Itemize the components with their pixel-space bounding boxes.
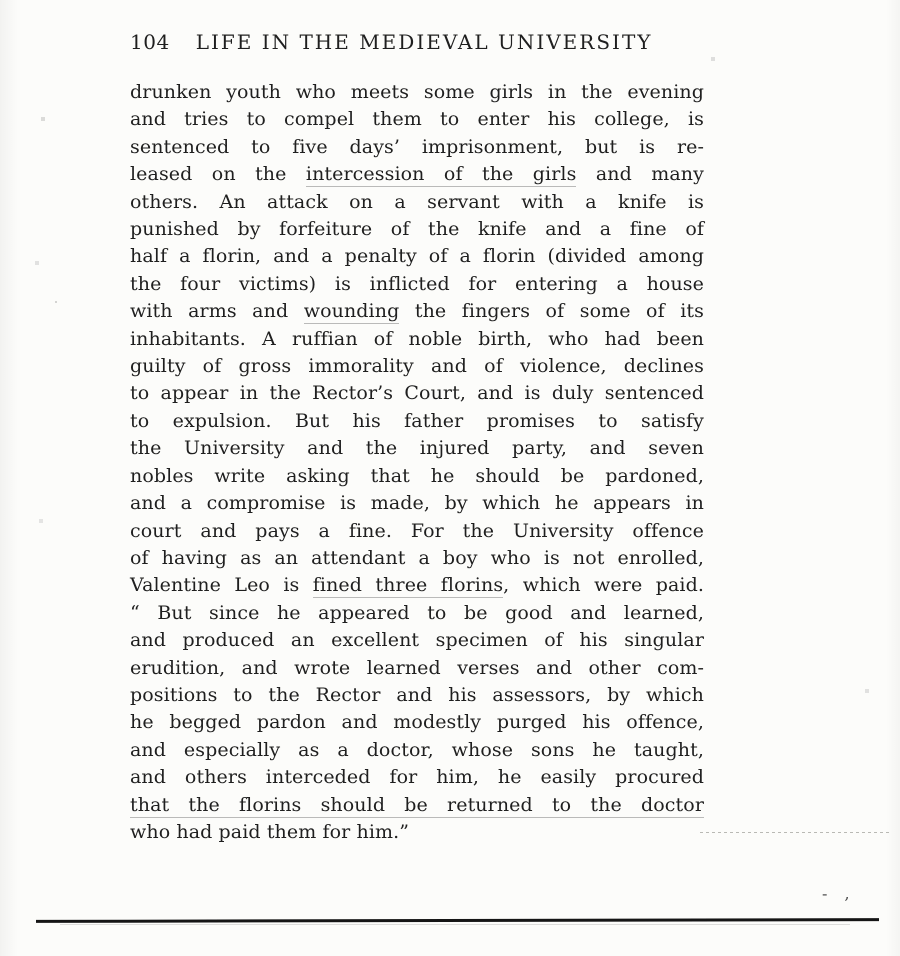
body-line: erudition, and wrote learned verses and other com- [130, 656, 704, 679]
body-line: nobles write asking that he should be pardoned, [130, 464, 704, 487]
scan-artifact-stray-mark: - , [822, 884, 856, 903]
body-line: Valentine Leo is fined three florins, which were paid. [130, 574, 704, 597]
underlined-phrase: intercession of the girls [305, 163, 577, 186]
underlined-phrase: that the florins should be returned to the doctor [130, 793, 704, 816]
body-line: punished by forfeiture of the knife and a fine of [130, 218, 704, 241]
body-line: and especially as a doctor, whose sons he taught, [130, 738, 704, 761]
body-line: who had paid them for him.” [130, 820, 410, 843]
underlined-phrase: fined three florins [312, 574, 504, 597]
body-line: to appear in the Rector’s Court, and is duly sentenced [130, 382, 704, 405]
body-line: others. An attack on a servant with a knife is [130, 190, 704, 213]
body-line: he begged pardon and modestly purged his offence, [130, 711, 704, 734]
body-line: to expulsion. But his father promises to satisfy [130, 409, 704, 432]
page-title: LIFE IN THE MEDIEVAL UNIVERSITY [195, 30, 653, 54]
scan-artifact-speckles [0, 0, 2, 2]
body-line [130, 792, 704, 819]
body-line: the four victims) is inflicted for entering a house [130, 272, 704, 295]
body-line: half a florin, and a penalty of a florin (divided among [130, 245, 704, 268]
scan-artifact-bottom-rule [36, 918, 879, 923]
body-line: and others interceded for him, he easily procured [130, 766, 704, 789]
body-line: sentenced to five days’ imprisonment, but is re- [130, 135, 704, 158]
body-line: positions to the Rector and his assessors, by which [130, 683, 704, 706]
body-line: and produced an excellent specimen of his singular [130, 629, 704, 652]
body-line: with arms and wounding the fingers of some of its [130, 300, 704, 323]
underlined-phrase: wounding [303, 300, 400, 323]
body-line: leased on the intercession of the girls and many [130, 163, 704, 186]
body-line: and tries to compel them to enter his college, is [130, 108, 704, 131]
body-line: court and pays a fine. For the University offence [130, 519, 704, 542]
running-head [130, 30, 705, 54]
page-body [130, 79, 704, 846]
scan-artifact-rule-shadow [60, 924, 850, 925]
body-line: “ But since he appeared to be good and learned, [130, 601, 704, 624]
body-line: guilty of gross immorality and of violence, declines [130, 355, 704, 378]
body-line: of having as an attendant a boy who is not enrolled, [130, 546, 704, 569]
page-number: 104 [130, 30, 170, 54]
body-line: and a compromise is made, by which he appears in [130, 492, 704, 515]
body-line: inhabitants. A ruffian of noble birth, who had been [130, 327, 704, 350]
body-line: drunken youth who meets some girls in the evening [130, 81, 704, 103]
body-line: the University and the injured party, and seven [130, 437, 704, 460]
scan-artifact-dotted-trail [700, 832, 890, 833]
